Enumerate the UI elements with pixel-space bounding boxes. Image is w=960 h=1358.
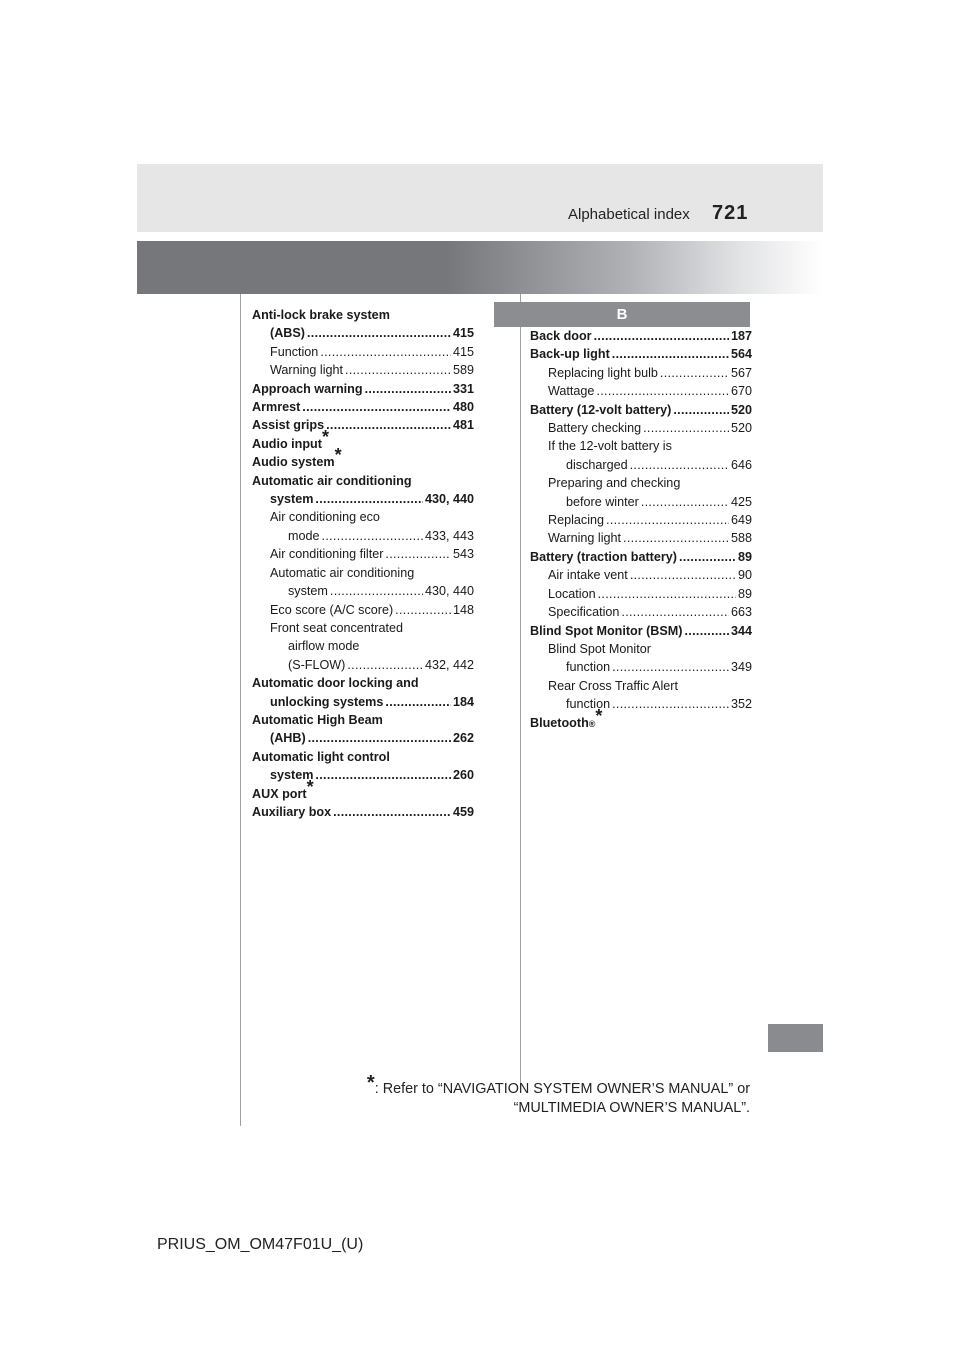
entry-term: Location <box>548 586 596 601</box>
index-entry[interactable] <box>252 508 474 526</box>
entry-page: 588 <box>730 531 752 546</box>
index-entry[interactable] <box>530 695 752 713</box>
index-entry[interactable] <box>530 474 752 492</box>
leader-dots <box>673 401 729 419</box>
leader-dots <box>395 601 451 619</box>
entry-page: 432, 442 <box>424 657 474 672</box>
leader-dots <box>333 803 451 821</box>
entry-page: 433, 443 <box>424 528 474 543</box>
entry-term: Auxiliary box <box>252 804 332 819</box>
entry-term: Automatic air conditioning <box>270 565 415 580</box>
leader-dots <box>307 324 451 342</box>
entry-term: Blind Spot Monitor <box>548 641 651 656</box>
entry-page: 481 <box>452 418 474 433</box>
entry-term: before winter <box>566 494 639 509</box>
index-entry[interactable] <box>252 490 474 508</box>
index-entry[interactable] <box>252 324 474 342</box>
entry-page: 89 <box>737 549 752 564</box>
chapter-banner <box>137 241 823 294</box>
leader-dots <box>598 585 736 603</box>
entry-page: 331 <box>452 381 474 396</box>
entry-term: Automatic light control <box>252 749 390 764</box>
index-entry[interactable] <box>530 401 752 419</box>
entry-page: 352 <box>730 697 752 712</box>
index-entry[interactable] <box>252 564 474 582</box>
index-entry[interactable] <box>252 637 474 655</box>
entry-page: 415 <box>452 326 474 341</box>
index-entry[interactable] <box>252 582 474 600</box>
leader-dots <box>623 529 729 547</box>
entry-term: system <box>288 584 328 599</box>
index-entry[interactable] <box>252 343 474 361</box>
index-entry[interactable] <box>530 677 752 695</box>
index-entry[interactable]: Bluetooth ® * <box>530 714 752 732</box>
footnote-star: * <box>366 1072 375 1094</box>
entry-term: Preparing and checking <box>548 476 681 491</box>
index-entry[interactable] <box>252 766 474 784</box>
entry-term: system <box>270 768 314 783</box>
entry-page: 425 <box>730 494 752 509</box>
entry-term: (ABS) <box>270 326 305 341</box>
entry-term: Replacing <box>548 513 605 528</box>
leader-dots <box>596 382 729 400</box>
index-entry[interactable] <box>530 345 752 363</box>
index-entry[interactable] <box>252 380 474 398</box>
entry-page: 89 <box>737 586 752 601</box>
entry-term: Air conditioning eco <box>270 510 380 525</box>
entry-page: 480 <box>452 400 474 415</box>
entry-page: 589 <box>452 363 474 378</box>
index-entry[interactable] <box>252 545 474 563</box>
index-entry[interactable] <box>252 729 474 747</box>
entry-page: 344 <box>730 623 752 638</box>
left-divider <box>240 294 241 1126</box>
index-entry[interactable] <box>252 472 474 490</box>
entry-page: 148 <box>452 602 474 617</box>
entry-page: 459 <box>452 804 474 819</box>
entry-term: Battery checking <box>548 421 642 436</box>
index-entry[interactable] <box>530 456 752 474</box>
entry-term: AUX port <box>252 786 307 801</box>
entry-term: Function <box>270 344 319 359</box>
index-entry[interactable] <box>530 437 752 455</box>
index-entry[interactable] <box>530 585 752 603</box>
leader-dots <box>326 416 451 434</box>
leader-dots <box>302 398 451 416</box>
leader-dots <box>330 582 423 600</box>
index-entry[interactable]: Audio input * <box>252 435 474 453</box>
index-column-right <box>530 327 752 732</box>
entry-term: Automatic High Beam <box>252 712 383 727</box>
index-entry[interactable] <box>252 306 474 324</box>
entry-term: discharged <box>566 457 628 472</box>
leader-dots <box>594 327 729 345</box>
entry-page: 349 <box>730 660 752 675</box>
leader-dots <box>365 380 451 398</box>
index-entry[interactable] <box>252 416 474 434</box>
entry-term: Battery (traction battery) <box>530 549 677 564</box>
index-entry[interactable] <box>252 674 474 692</box>
index-column-left <box>252 306 474 821</box>
index-entry[interactable] <box>530 603 752 621</box>
footnote-line-2: “MULTIMEDIA OWNER’S MANUAL”. <box>513 1100 750 1116</box>
entry-page: 663 <box>730 605 752 620</box>
leader-dots <box>385 693 451 711</box>
leader-dots <box>385 545 451 563</box>
entry-term: Warning light <box>270 363 344 378</box>
index-entry[interactable] <box>252 693 474 711</box>
entry-term: Warning light <box>548 531 622 546</box>
entry-term: Blind Spot Monitor (BSM) <box>530 623 683 638</box>
entry-term: mode <box>288 528 320 543</box>
entry-page: 649 <box>730 513 752 528</box>
entry-term: unlocking systems <box>270 694 384 709</box>
entry-term: (AHB) <box>270 731 306 746</box>
leader-dots <box>345 361 451 379</box>
entry-page: 543 <box>452 547 474 562</box>
leader-dots <box>322 527 423 545</box>
index-entry[interactable] <box>252 748 474 766</box>
entry-term: Approach warning <box>252 381 363 396</box>
entry-page: 670 <box>730 384 752 399</box>
entry-term: Eco score (A/C score) <box>270 602 394 617</box>
index-entry[interactable]: Audio system * <box>252 453 474 471</box>
entry-term: Armrest <box>252 400 301 415</box>
index-entry[interactable] <box>252 803 474 821</box>
entry-term: Battery (12-volt battery) <box>530 402 672 417</box>
index-entry[interactable] <box>530 622 752 640</box>
entry-term: Air conditioning filter <box>270 547 384 562</box>
entry-term: Back door <box>530 329 592 343</box>
index-entry[interactable] <box>252 398 474 416</box>
leader-dots <box>315 766 451 784</box>
index-entry[interactable] <box>252 656 474 674</box>
index-entry[interactable] <box>252 527 474 545</box>
leader-dots <box>679 548 736 566</box>
leader-dots <box>630 456 729 474</box>
entry-term: Air intake vent <box>548 568 628 583</box>
index-entry[interactable] <box>530 640 752 658</box>
index-entry[interactable] <box>252 711 474 729</box>
entry-term: (S-FLOW) <box>288 657 346 672</box>
footnote-line-1: : Refer to “NAVIGATION SYSTEM OWNER’S MANUAL” or <box>374 1081 750 1097</box>
entry-page: 520 <box>730 421 752 436</box>
entry-page: 187 <box>730 329 752 343</box>
leader-dots <box>612 695 729 713</box>
leader-dots <box>641 493 729 511</box>
index-entry[interactable] <box>530 529 752 547</box>
entry-page: 90 <box>737 568 752 583</box>
entry-term: Bluetooth <box>530 715 589 730</box>
index-entry[interactable] <box>530 382 752 400</box>
entry-term: Rear Cross Traffic Alert <box>548 678 678 693</box>
entry-term: If the 12-volt battery is <box>548 439 672 454</box>
footnote <box>366 1072 750 1118</box>
leader-dots <box>347 656 423 674</box>
index-entry[interactable] <box>252 619 474 637</box>
leader-dots <box>315 490 423 508</box>
entry-term: Replacing light bulb <box>548 365 658 380</box>
entry-term: function <box>566 697 611 712</box>
leader-dots <box>320 343 451 361</box>
leader-dots <box>621 603 729 621</box>
document-id: PRIUS_OM_OM47F01U_(U) <box>157 1236 364 1253</box>
section-title: Alphabetical index <box>568 206 690 223</box>
leader-dots <box>685 622 729 640</box>
index-entry[interactable] <box>530 364 752 382</box>
leader-dots <box>660 364 729 382</box>
chapter-tab[interactable] <box>768 1024 823 1052</box>
letter-header-b: B <box>494 302 750 327</box>
entry-term: Wattage <box>548 384 595 399</box>
leader-dots <box>630 566 736 584</box>
center-divider <box>520 294 521 1084</box>
page-number: 721 <box>712 202 749 224</box>
index-entry[interactable] <box>530 511 752 529</box>
entry-page: 430, 440 <box>424 492 474 507</box>
entry-term: Audio system <box>252 455 335 470</box>
entry-term: Front seat concentrated <box>270 620 404 635</box>
leader-dots <box>612 658 729 676</box>
index-entry[interactable] <box>252 361 474 379</box>
entry-term: Automatic air conditioning <box>252 473 412 488</box>
index-entry[interactable] <box>530 327 752 345</box>
index-entry[interactable] <box>530 548 752 566</box>
index-entry[interactable] <box>252 601 474 619</box>
entry-term: airflow mode <box>288 639 360 654</box>
index-entry[interactable] <box>530 419 752 437</box>
entry-page: 430, 440 <box>424 584 474 599</box>
entry-page: 260 <box>452 768 474 783</box>
entry-page: 646 <box>730 457 752 472</box>
leader-dots <box>643 419 729 437</box>
leader-dots <box>606 511 729 529</box>
entry-page: 262 <box>452 731 474 746</box>
entry-page: 520 <box>730 402 752 417</box>
entry-page: 184 <box>452 694 474 709</box>
index-entry[interactable] <box>530 493 752 511</box>
entry-page: 415 <box>452 344 474 359</box>
entry-term: Anti-lock brake system <box>252 308 390 322</box>
leader-dots <box>308 729 451 747</box>
entry-page: 567 <box>730 365 752 380</box>
entry-term: function <box>566 660 611 675</box>
entry-term: Automatic door locking and <box>252 676 419 691</box>
entry-page: 564 <box>730 347 752 362</box>
leader-dots <box>612 345 729 363</box>
index-entry[interactable]: AUX port * <box>252 785 474 803</box>
index-entry[interactable] <box>530 566 752 584</box>
entry-term: Audio input <box>252 436 322 451</box>
index-entry[interactable] <box>530 658 752 676</box>
entry-term: Assist grips <box>252 418 325 433</box>
entry-term: Specification <box>548 605 620 620</box>
entry-term: Back-up light <box>530 347 610 362</box>
entry-term: system <box>270 492 314 507</box>
